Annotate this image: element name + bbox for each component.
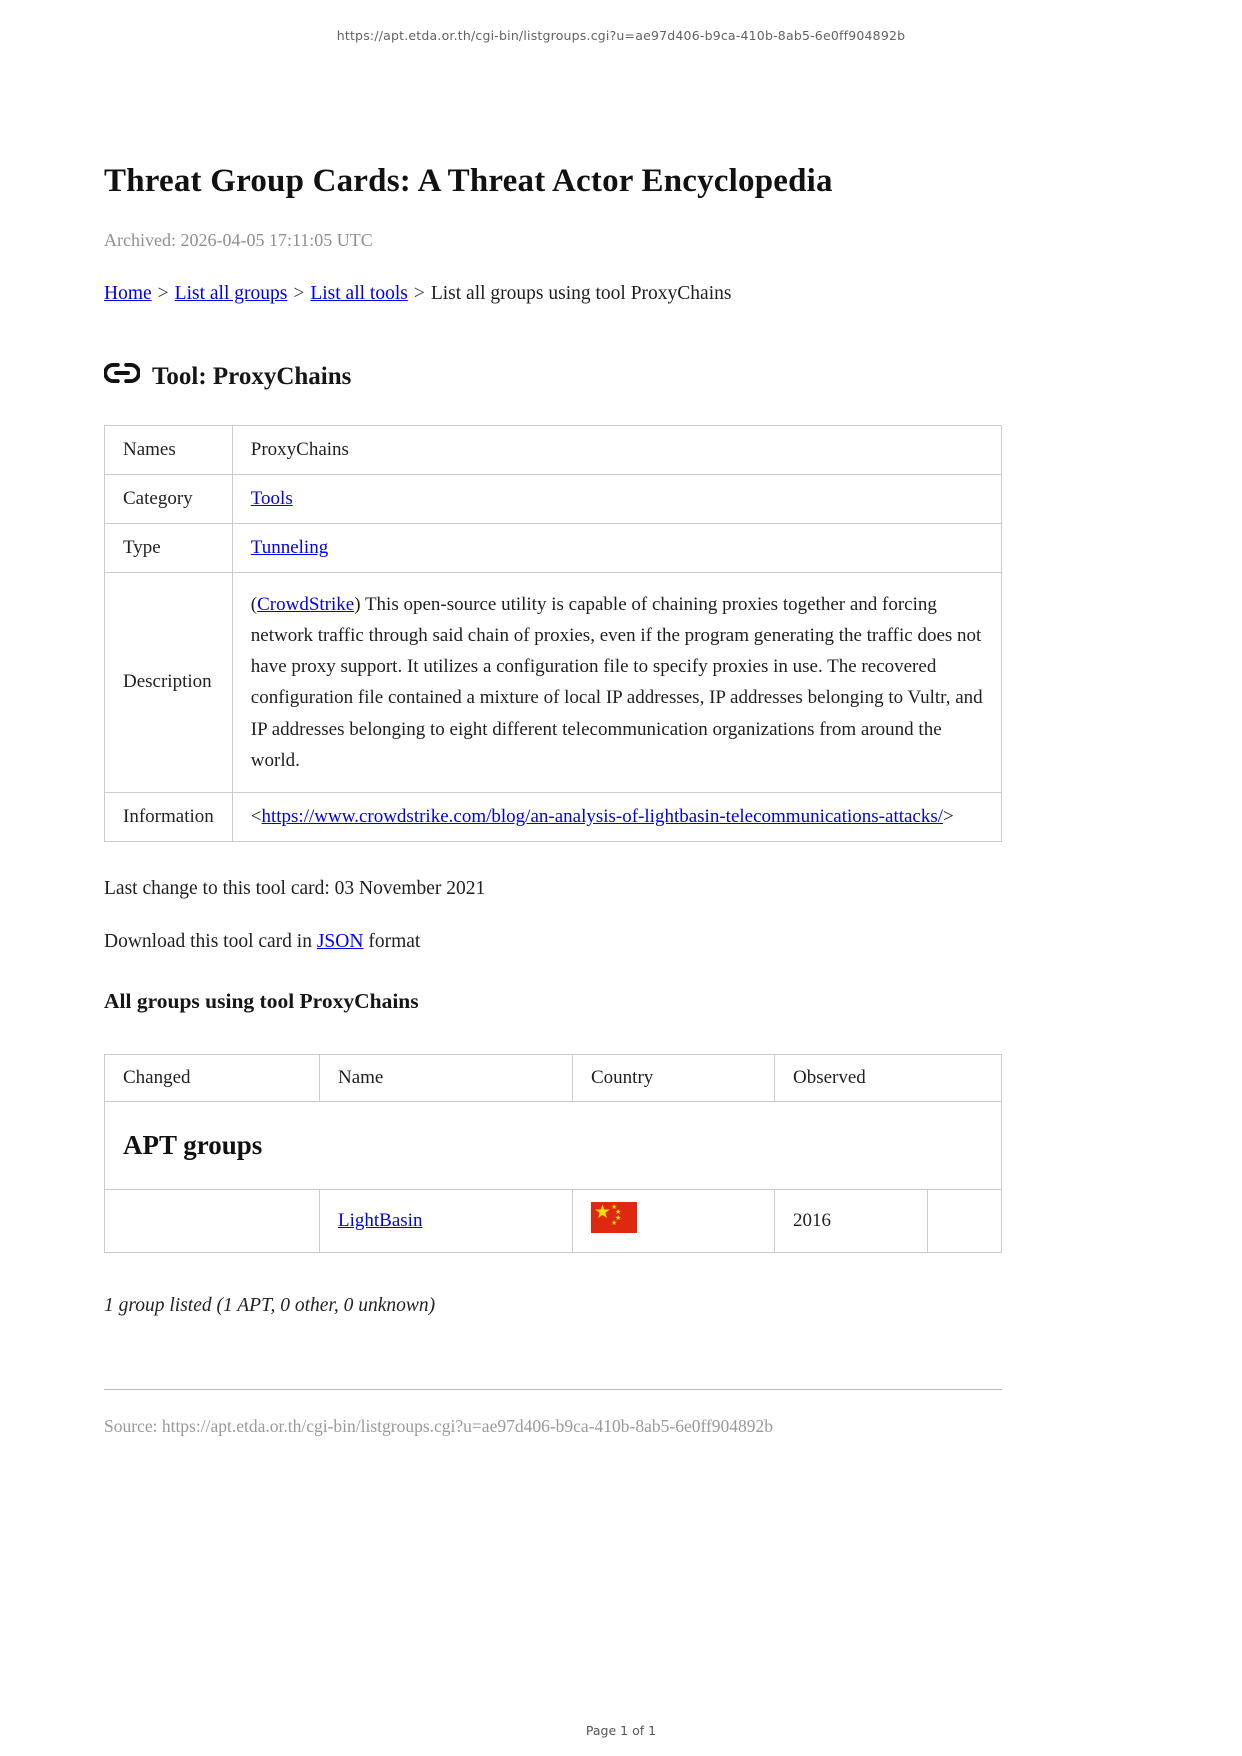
breadcrumb-separator: > xyxy=(157,283,169,304)
column-header-changed: Changed xyxy=(105,1054,320,1101)
groups-summary: 1 group listed (1 APT, 0 other, 0 unknown) xyxy=(104,1294,436,1316)
category-tools-link[interactable]: Tools xyxy=(250,488,293,509)
breadcrumb-separator: > xyxy=(413,283,425,304)
information-label: Information xyxy=(105,792,233,841)
page-title: Threat Group Cards: A Threat Actor Encyclopedia xyxy=(104,163,833,199)
tool-heading-text: Tool: ProxyChains xyxy=(152,363,352,390)
description-label: Description xyxy=(105,573,233,793)
information-value-cell xyxy=(232,792,1001,841)
table-row xyxy=(105,475,1002,524)
table-row xyxy=(105,792,1002,841)
last-change-line: Last change to this tool card: 03 November 2021 xyxy=(104,877,486,899)
description-value-cell xyxy=(232,573,1001,793)
page-number: Page 1 of 1 xyxy=(585,1723,657,1738)
lightbasin-link[interactable]: LightBasin xyxy=(338,1209,423,1231)
breadcrumb-separator: > xyxy=(293,283,305,304)
breadcrumb-link-list-all-tools[interactable]: List all tools xyxy=(310,283,408,304)
table-row xyxy=(105,524,1002,573)
column-header-name: Name xyxy=(320,1054,573,1101)
description-open-paren: ( xyxy=(250,594,258,615)
type-value-cell xyxy=(232,524,1001,573)
groups-section-row xyxy=(105,1101,1002,1189)
download-suffix: format xyxy=(363,930,421,952)
breadcrumb-link-home[interactable]: Home xyxy=(104,283,152,304)
download-json-link[interactable]: JSON xyxy=(316,930,364,952)
section-cell xyxy=(105,1101,1002,1189)
print-header-url: https://apt.etda.or.th/cgi-bin/listgroups.cgi?u=ae97d406-b9ca-410b-8ab5-6e0ff904892b xyxy=(336,28,906,43)
group-name-cell xyxy=(320,1189,573,1252)
crowdstrike-link[interactable]: CrowdStrike xyxy=(257,594,355,615)
breadcrumb-link-list-all-groups[interactable]: List all groups xyxy=(174,283,288,304)
group-observed-cell: 2016 xyxy=(775,1189,928,1252)
description-text: This open-source utility is capable of chaining proxies together and forcing network traffic through said chain of proxies, even if the program generating the traffic does not have proxy support. It utilizes a configuration file to specify proxies in use. The recovered configuration file contained a mixture of local IP addresses, IP addresses belonging to Vultr, and IP addresses belonging to eight different telecommunication organizations from around the world. xyxy=(250,594,983,771)
type-label: Type xyxy=(105,524,233,573)
table-row xyxy=(105,1189,1002,1252)
china-flag: ★ ★ ★ ★ ★ xyxy=(591,1202,637,1233)
description-close-paren: ) xyxy=(354,594,361,615)
group-country-cell xyxy=(573,1189,775,1252)
groups-heading: All groups using tool ProxyChains xyxy=(104,988,419,1013)
download-prefix: Download this tool card in xyxy=(104,930,317,952)
archived-timestamp: Archived: 2026-04-05 17:11:05 UTC xyxy=(104,230,373,250)
names-label: Names xyxy=(105,426,233,475)
information-url-link[interactable]: https://www.crowdstrike.com/blog/an-analysis-of-lightbasin-telecommunications-attacks/ xyxy=(261,805,944,827)
group-changed-cell xyxy=(105,1189,320,1252)
divider xyxy=(104,1389,1002,1390)
table-row xyxy=(105,573,1002,793)
column-header-observed: Observed xyxy=(775,1054,1002,1101)
breadcrumb-current: List all groups using tool ProxyChains xyxy=(430,283,732,304)
table-row xyxy=(105,426,1002,475)
groups-table xyxy=(104,1054,1002,1253)
download-line xyxy=(104,931,1002,953)
information-open-bracket: < xyxy=(250,805,262,827)
tool-card-table xyxy=(104,425,1002,842)
page-content xyxy=(104,163,1002,1437)
breadcrumb xyxy=(104,283,1002,305)
chain-link-icon xyxy=(104,360,140,386)
group-extra-cell xyxy=(928,1189,1002,1252)
names-value: ProxyChains xyxy=(232,426,1001,475)
information-close-bracket: > xyxy=(943,805,954,827)
tool-heading xyxy=(104,363,1002,391)
type-tunneling-link[interactable]: Tunneling xyxy=(250,537,329,558)
column-header-country: Country xyxy=(573,1054,775,1101)
category-value-cell xyxy=(232,475,1001,524)
section-title-apt-groups: APT groups xyxy=(123,1129,263,1160)
category-label: Category xyxy=(105,475,233,524)
source-line: Source: https://apt.etda.or.th/cgi-bin/listgroups.cgi?u=ae97d406-b9ca-410b-8ab5-6e0ff904892b xyxy=(104,1415,774,1436)
groups-header-row xyxy=(105,1054,1002,1101)
